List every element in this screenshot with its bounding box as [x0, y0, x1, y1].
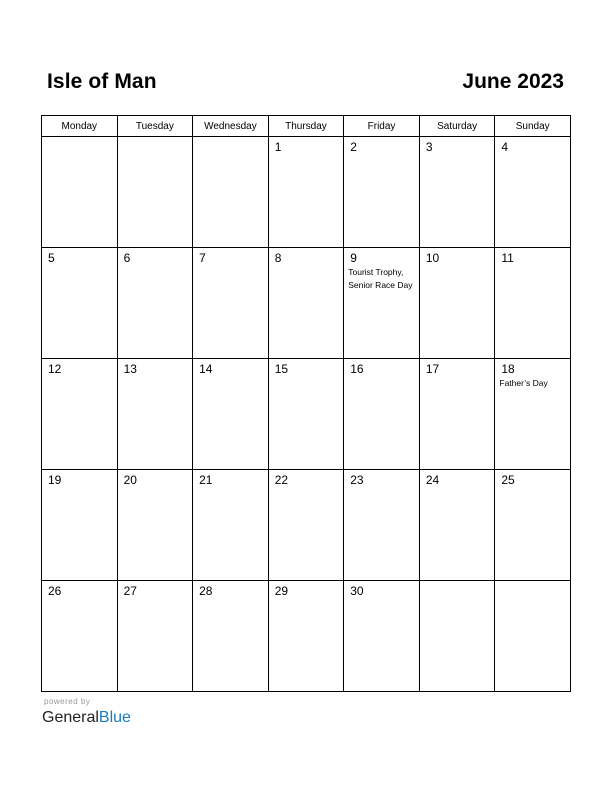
day-number: 27: [123, 584, 137, 598]
brand-blue-text: Blue: [98, 709, 131, 726]
weekday-header: Thursday: [268, 116, 344, 137]
day-number: 21: [199, 473, 213, 487]
calendar-day-cell: [193, 359, 269, 470]
calendar-day-cell: [495, 359, 571, 470]
weekday-header: Tuesday: [117, 116, 193, 137]
calendar-day-cell: [42, 248, 118, 359]
calendar-day-cell: [42, 470, 118, 581]
day-number: 29: [274, 584, 289, 598]
day-number: 6: [123, 251, 131, 265]
calendar-day-cell: [193, 248, 269, 359]
calendar-day-cell: [117, 470, 193, 581]
calendar-day-cell: [495, 470, 571, 581]
day-number: 19: [48, 473, 62, 487]
day-number: 13: [123, 362, 137, 376]
day-number: 9: [350, 251, 357, 265]
calendar-week-row: [42, 359, 571, 470]
weekday-header: Monday: [42, 116, 118, 137]
calendar-day-cell: [42, 581, 118, 692]
calendar-day-cell: [117, 359, 193, 470]
calendar-week-row: [42, 581, 571, 692]
day-number: 23: [350, 473, 364, 487]
calendar-day-cell: [344, 137, 420, 248]
day-number: 3: [425, 140, 433, 154]
calendar-day-cell: [344, 470, 420, 581]
day-number: 2: [350, 140, 357, 154]
day-number: 4: [501, 140, 509, 154]
calendar-day-cell: [42, 359, 118, 470]
powered-by-label: powered by: [44, 697, 91, 706]
calendar-day-cell: [117, 137, 193, 248]
weekday-header: Friday: [344, 116, 420, 137]
weekday-header: Wednesday: [193, 116, 269, 137]
calendar-day-cell: [117, 248, 193, 359]
day-number: 17: [425, 362, 440, 376]
weekday-header: Sunday: [495, 116, 571, 137]
day-number: 12: [48, 362, 62, 376]
calendar-day-cell: [344, 359, 420, 470]
day-number: 15: [274, 362, 289, 376]
calendar-day-cell: [268, 359, 344, 470]
day-number: 8: [274, 251, 282, 265]
calendar-day-cell: [117, 581, 193, 692]
calendar-month-title: June 2023: [462, 70, 564, 93]
calendar-day-cell: [495, 137, 571, 248]
day-number: 5: [48, 251, 55, 265]
calendar-day-cell: [193, 581, 269, 692]
brand-general-text: General: [42, 709, 99, 726]
calendar-day-cell: [344, 581, 420, 692]
calendar-region-title: Isle of Man: [47, 70, 157, 93]
calendar-day-cell: [495, 581, 571, 692]
weekday-header: Saturday: [419, 116, 495, 137]
calendar-day-cell: [419, 581, 495, 692]
day-number: 28: [199, 584, 213, 598]
generalblue-logo: [42, 709, 131, 727]
calendar-day-cell: [268, 581, 344, 692]
day-number: 1: [274, 140, 282, 154]
day-number: 14: [199, 362, 213, 376]
day-number: 26: [48, 584, 62, 598]
day-number: 10: [425, 251, 440, 265]
day-number: 7: [199, 251, 206, 265]
calendar-day-cell: [193, 137, 269, 248]
calendar-day-cell: [419, 359, 495, 470]
day-number: 30: [350, 584, 364, 598]
holiday-label: Tourist Trophy, Senior Race Day: [348, 267, 413, 290]
weekday-header-row: [42, 116, 571, 137]
day-number: 18: [501, 362, 515, 376]
calendar-day-cell: [193, 470, 269, 581]
day-number: 25: [501, 473, 515, 487]
day-number: 20: [123, 473, 137, 487]
day-number: 16: [350, 362, 364, 376]
calendar-day-cell: [495, 248, 571, 359]
day-number: 11: [501, 251, 514, 265]
calendar-day-cell: [419, 470, 495, 581]
calendar-day-cell: [419, 137, 495, 248]
calendar-grid: [41, 115, 571, 692]
calendar-week-row: [42, 248, 571, 359]
calendar-day-cell: [42, 137, 118, 248]
calendar-day-cell: [268, 470, 344, 581]
calendar-week-row: [42, 137, 571, 248]
day-number: 22: [274, 473, 289, 487]
calendar-day-cell: [419, 248, 495, 359]
calendar-day-cell: [268, 137, 344, 248]
day-number: 24: [425, 473, 440, 487]
calendar-week-row: [42, 470, 571, 581]
calendar-day-cell: [344, 248, 420, 359]
holiday-label: Father’s Day: [499, 378, 548, 388]
calendar-day-cell: [268, 248, 344, 359]
